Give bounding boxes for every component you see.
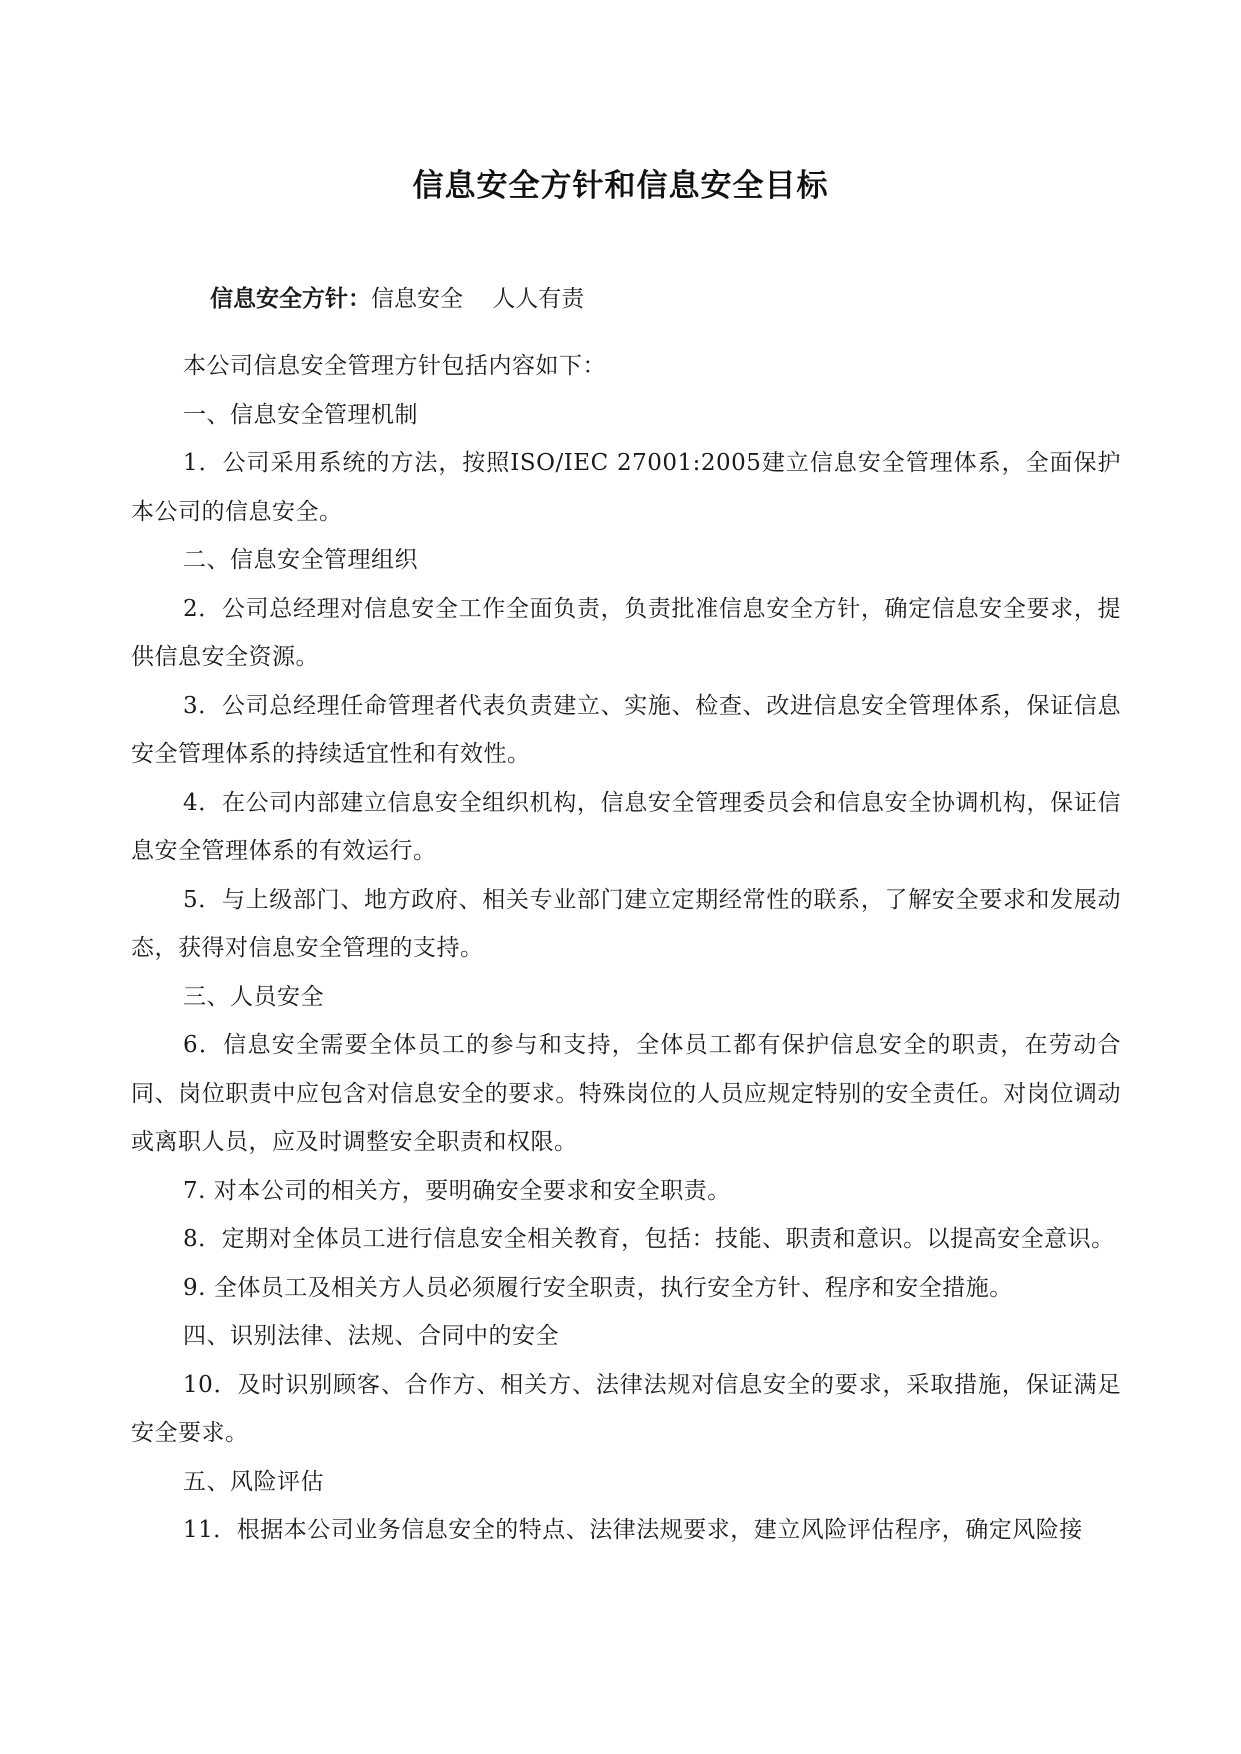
paragraph-item-8: 8．定期对全体员工进行信息安全相关教育，包括：技能、职责和意识。以提高安全意识。 <box>183 1226 1115 1252</box>
paragraph-intro: 本公司信息安全管理方针包括内容如下： <box>183 353 606 379</box>
policy-statement <box>210 280 584 313</box>
section-heading-2: 二、信息安全管理组织 <box>183 547 418 573</box>
paragraph-item-1: 1．公司采用系统的方法，按照ISO/IEC 27001:2005建立信息安全管理体系，全面保护本公司的信息安全。 <box>131 450 1121 525</box>
document-body <box>131 342 1121 1555</box>
paragraph-item-6: 6．信息安全需要全体员工的参与和支持，全体员工都有保护信息安全的职责，在劳动合同、岗位职责中应包含对信息安全的要求。特殊岗位的人员应规定特别的安全责任。对岗位调动或离职人员，应及时调整安全职责和权限。 <box>131 1032 1121 1155</box>
section-heading-4: 四、识别法律、法规、合同中的安全 <box>183 1323 559 1349</box>
paragraph-item-5: 5．与上级部门、地方政府、相关专业部门建立定期经常性的联系，了解安全要求和发展动态，获得对信息安全管理的支持。 <box>131 886 1121 961</box>
section-heading-1: 一、信息安全管理机制 <box>183 401 418 428</box>
section-heading-5: 五、风险评估 <box>183 1468 324 1495</box>
paragraph-item-9: 9. 全体员工及相关方人员必须履行安全职责，执行安全方针、程序和安全措施。 <box>183 1274 1013 1301</box>
paragraph-item-7: 7. 对本公司的相关方，要明确安全要求和安全职责。 <box>183 1177 731 1204</box>
page-title: 信息安全方针和信息安全目标 <box>412 168 829 204</box>
policy-value: 信息安全 人人有责 <box>371 286 585 312</box>
paragraph-item-11: 11．根据本公司业务信息安全的特点、法律法规要求，建立风险评估程序，确定风险接 <box>183 1517 1083 1543</box>
paragraph-item-10: 10．及时识别顾客、合作方、相关方、法律法规对信息安全的要求，采取措施，保证满足安全要求。 <box>131 1371 1121 1446</box>
policy-label: 信息安全方针： <box>210 286 371 312</box>
paragraph-item-4: 4．在公司内部建立信息安全组织机构，信息安全管理委员会和信息安全协调机构，保证信息安全管理体系的有效运行。 <box>131 789 1121 864</box>
paragraph-item-2: 2．公司总经理对信息安全工作全面负责，负责批准信息安全方针，确定信息安全要求，提供信息安全资源。 <box>131 595 1121 670</box>
paragraph-item-3: 3．公司总经理任命管理者代表负责建立、实施、检查、改进信息安全管理体系，保证信息安全管理体系的持续适宜性和有效性。 <box>131 692 1121 767</box>
section-heading-3: 三、人员安全 <box>183 983 324 1010</box>
